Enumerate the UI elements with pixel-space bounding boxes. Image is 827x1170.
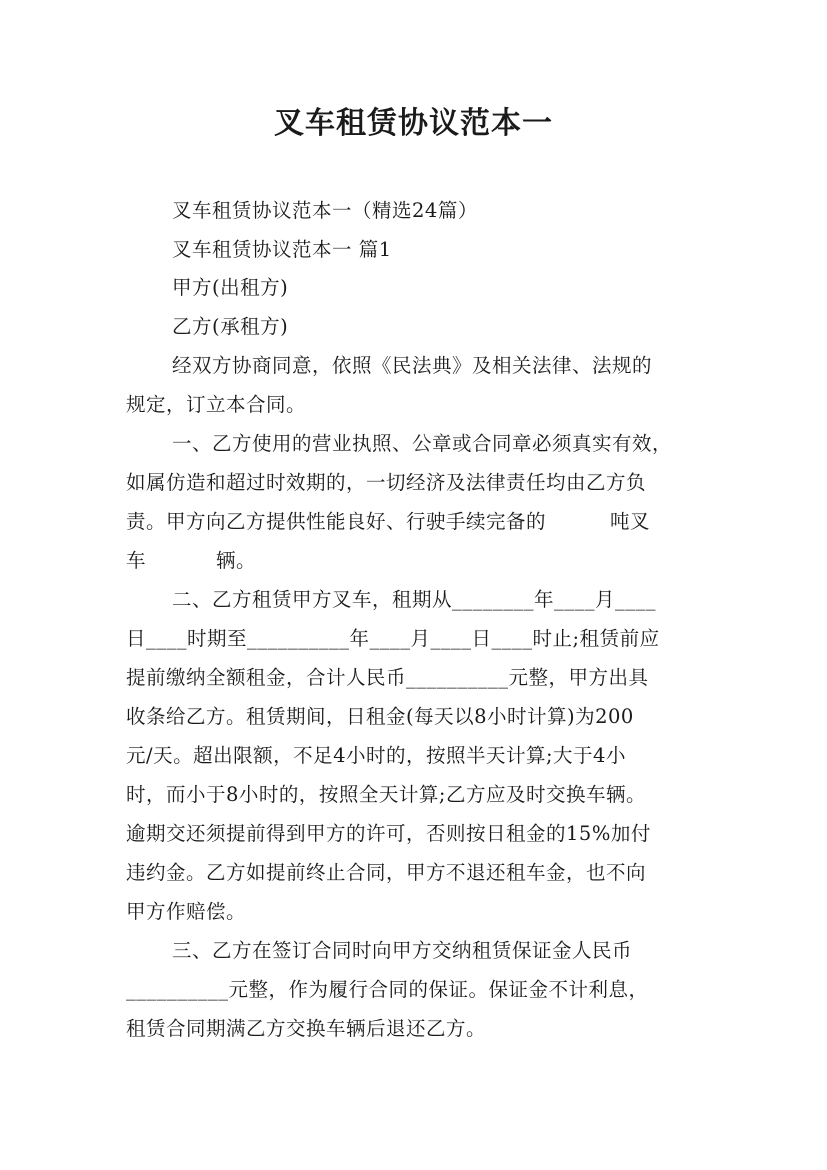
paragraph-line: 元/天。超出限额，不足4小时的，按照半天计算;大于4小 bbox=[126, 744, 626, 767]
paragraph-text: 车 bbox=[126, 549, 147, 572]
paragraph-line: 时，而小于8小时的，按照全天计算;乙方应及时交换车辆。 bbox=[126, 783, 646, 806]
paragraph-line: 甲方作赔偿。 bbox=[126, 900, 247, 923]
paragraph-line: 租赁合同期满乙方交换车辆后退还乙方。 bbox=[126, 1017, 487, 1040]
paragraph-line: 一、乙方使用的营业执照、公章或合同章必须真实有效， bbox=[172, 432, 673, 455]
party-a-line: 甲方(出租方) bbox=[172, 276, 289, 299]
paragraph-line: 违约金。乙方如提前终止合同，甲方不退还租车金，也不向 bbox=[126, 861, 647, 884]
paragraph-line: 收条给乙方。租赁期间，日租金(每天以8小时计算)为200 bbox=[126, 705, 634, 728]
paragraph-line: 逾期交还须提前得到甲方的许可，否则按日租金的15%加付 bbox=[126, 822, 651, 845]
paragraph-line: 经双方协商同意，依照《民法典》及相关法律、法规的 bbox=[172, 354, 653, 377]
paragraph-line: 规定，订立本合同。 bbox=[126, 393, 307, 416]
paragraph-text: 辆。 bbox=[216, 549, 257, 572]
party-b-line: 乙方(承租方) bbox=[172, 315, 289, 338]
section-heading: 叉车租赁协议范本一 篇1 bbox=[172, 238, 392, 261]
paragraph-line: __________元整，作为履行合同的保证。保证金不计利息， bbox=[126, 978, 649, 1001]
paragraph-line bbox=[126, 508, 706, 536]
paragraph-line: 如属仿造和超过时效期的，一切经济及法律责任均由乙方负 bbox=[126, 471, 647, 494]
document-title: 叉车租赁协议范本一 bbox=[274, 106, 553, 141]
paragraph-line: 日____时期至__________年____月____日____时止;租赁前应 bbox=[126, 627, 660, 650]
paragraph-text: 责。甲方向乙方提供性能良好、行驶手续完备的 bbox=[126, 510, 547, 533]
paragraph-line: 三、乙方在签订合同时向甲方交纳租赁保证金人民币 bbox=[172, 939, 633, 962]
paragraph-line bbox=[126, 547, 706, 575]
paragraph-text: 吨叉 bbox=[610, 510, 651, 533]
paragraph-line: 二、乙方租赁甲方叉车，租期从________年____月____ bbox=[172, 588, 657, 611]
subtitle-line: 叉车租赁协议范本一（精选24篇） bbox=[172, 199, 478, 222]
paragraph-line: 提前缴纳全额租金，合计人民币__________元整，甲方出具 bbox=[126, 666, 649, 689]
